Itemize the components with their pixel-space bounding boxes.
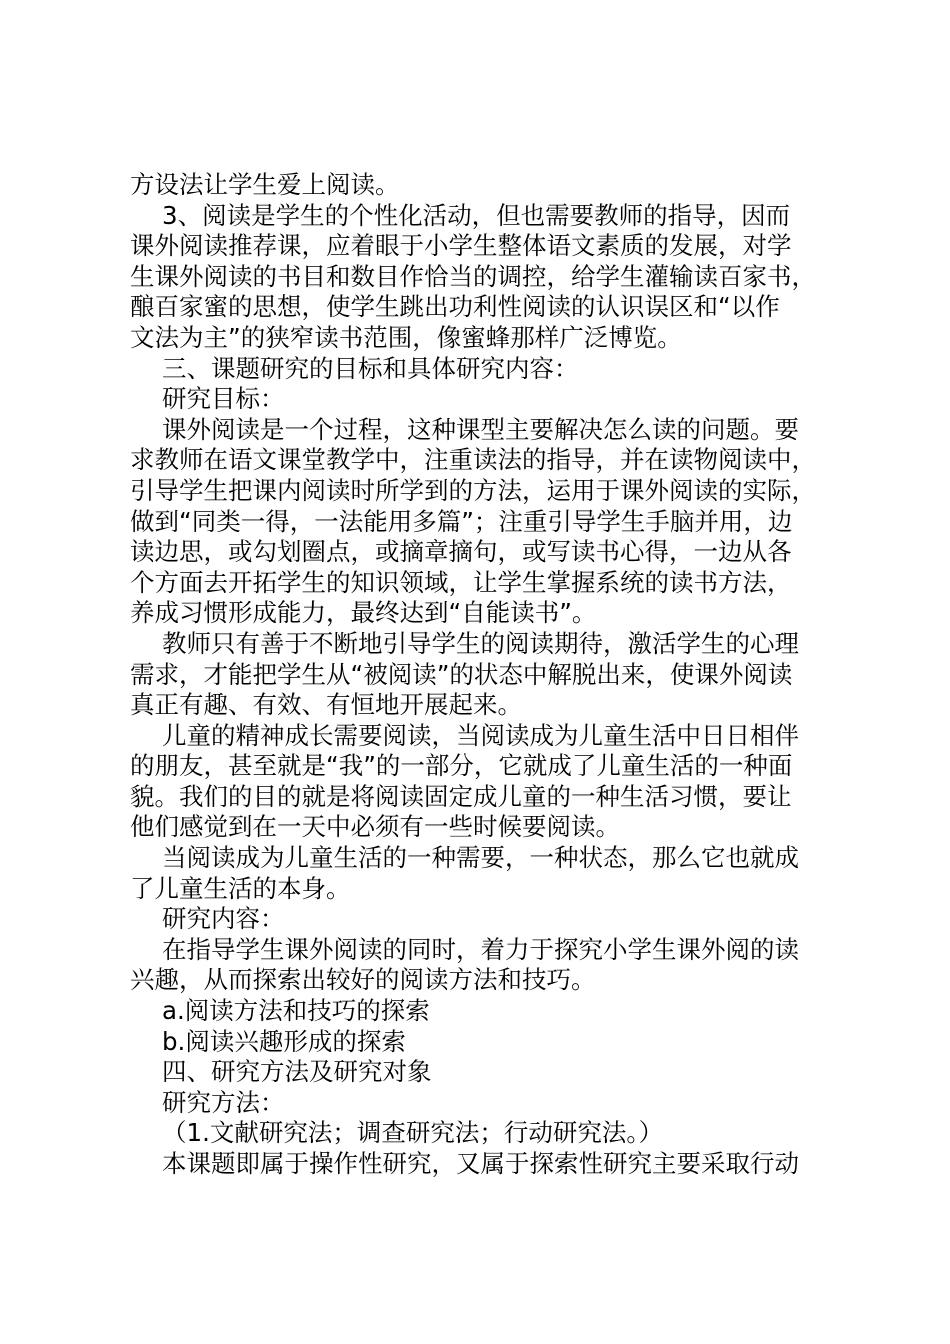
text-line: 引导学生把课内阅读时所学到的方法，运用于课外阅读的实际， [130, 475, 816, 505]
text-line: 方设法让学生爱上阅读。 [130, 170, 400, 199]
text-line: 个方面去开拓学生的知识领域，让学生掌握系统的读书方法， [130, 567, 792, 597]
text-line: 儿童的精神成长需要阅读，当阅读成为儿童生活中日日相伴 [162, 720, 799, 750]
text-line: 在指导学生课外阅读的同时，着力于探究小学生课外阅的读 [162, 934, 799, 964]
text-line: 需求，才能把学生从“被阅读”的状态中解脱出来，使课外阅读 [130, 659, 793, 689]
text-line: （1.文献研究法；调查研究法；行动研究法。） [162, 1118, 664, 1148]
list-item: a.阅读方法和技巧的探索 [162, 996, 430, 1026]
section-heading: 四、研究方法及研究对象 [162, 1057, 432, 1087]
text-line: 当阅读成为儿童生活的一种需要，一种状态，那么它也就成 [162, 843, 799, 873]
text-line: 貌。我们的目的就是将阅读固定成儿童的一种生活习惯，要让 [130, 781, 792, 811]
text-line: 文法为主”的狭窄读书范围，像蜜蜂那样广泛博览。 [130, 322, 682, 352]
text-line: 课外阅读是一个过程，这种课型主要解决怎么读的问题。要 [162, 414, 799, 444]
text-line: 读边思，或勾划圈点，或摘章摘句，或写读书心得，一边从各 [130, 537, 792, 567]
text-line: 酿百家蜜的思想，使学生跳出功利性阅读的认识误区和“以作 [130, 292, 780, 322]
section-heading: 三、课题研究的目标和具体研究内容： [162, 353, 579, 383]
text-line: 生课外阅读的书目和数目作恰当的调控，给学生灌输读百家书， [130, 261, 816, 291]
list-item: b.阅读兴趣形成的探索 [162, 1026, 406, 1056]
text-line: 课外阅读推荐课，应着眼于小学生整体语文素质的发展，对学 [130, 231, 792, 261]
text-line: 养成习惯形成能力，最终达到“自能读书”。 [130, 598, 597, 628]
text-line: 3、阅读是学生的个性化活动，但也需要教师的指导，因而 [162, 200, 791, 230]
text-line: 真正有趣、有效、有恒地开展起来。 [130, 690, 522, 720]
text-line: 求教师在语文课堂教学中，注重读法的指导，并在读物阅读中， [130, 445, 816, 475]
text-line: 了儿童生活的本身。 [130, 873, 351, 903]
text-line: 本课题即属于操作性研究，又属于探索性研究主要采取行动 [162, 1149, 799, 1178]
text-line: 的朋友，甚至就是“我”的一部分，它就成了儿童生活的一种面 [130, 751, 793, 781]
text-line: 做到“同类一得，一法能用多篇”；注重引导学生手脑并用，边 [130, 506, 793, 536]
subsection-heading: 研究内容： [162, 904, 285, 934]
subsection-heading: 研究目标： [162, 384, 285, 414]
text-line: 兴趣，从而探索出较好的阅读方法和技巧。 [130, 965, 596, 995]
subsection-heading: 研究方法： [162, 1087, 285, 1117]
text-line: 他们感觉到在一天中必须有一些时候要阅读。 [130, 812, 620, 842]
text-line: 教师只有善于不断地引导学生的阅读期待，激活学生的心理 [162, 628, 799, 658]
document-body [130, 170, 840, 1180]
